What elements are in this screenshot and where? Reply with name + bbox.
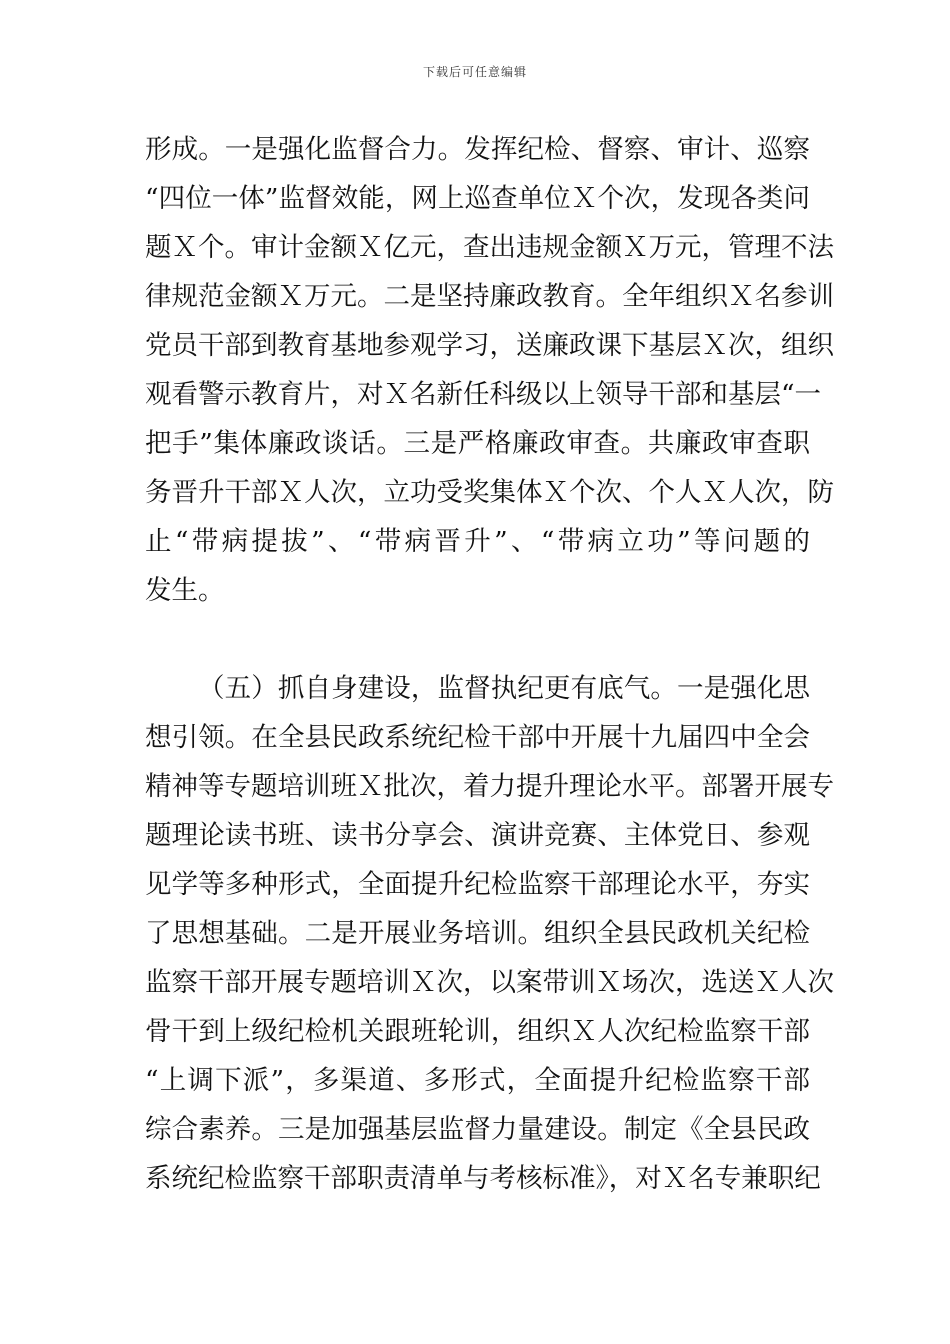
- paragraph1-line-4: 律规范金额Ｘ万元。二是坚持廉政教育。全年组织Ｘ名参训: [145, 281, 834, 312]
- paragraph1-line-1: 形成。一是强化监督合力。发挥纪检、督察、审计、巡察: [145, 134, 810, 165]
- paragraph2-line-7: 监察干部开展专题培训Ｘ次，以案带训Ｘ场次，选送Ｘ人次: [145, 967, 834, 998]
- paragraph2-line-5: 见学等多种形式，全面提升纪检监察干部理论水平，夯实: [145, 869, 810, 900]
- paragraph1-line-5: 党员干部到教育基地参观学习，送廉政课下基层Ｘ次，组织: [145, 330, 834, 361]
- paragraph2-line-1: （五）抓自身建设，监督执纪更有底气。一是强化思: [198, 673, 810, 704]
- paragraph2-line-4: 题理论读书班、读书分享会、演讲竞赛、主体党日、参观: [145, 820, 810, 851]
- paragraph2-line-8: 骨干到上级纪检机关跟班轮训，组织Ｘ人次纪检监察干部: [145, 1016, 810, 1047]
- paragraph2-line-9: “上调下派”，多渠道、多形式，全面提升纪检监察干部: [145, 1065, 810, 1096]
- paragraph1-line-8: 务晋升干部Ｘ人次，立功受奖集体Ｘ个次、个人Ｘ人次，防: [145, 477, 834, 508]
- paragraph1-line-2: “四位一体”监督效能，网上巡查单位Ｘ个次，发现各类问: [145, 183, 810, 214]
- paragraph1-line-6: 观看警示教育片，对Ｘ名新任科级以上领导干部和基层“一: [145, 379, 822, 410]
- paragraph2-line-11: 系统纪检监察干部职责清单与考核标准》，对Ｘ名专兼职纪: [145, 1163, 821, 1194]
- paragraph2-line-3: 精神等专题培训班Ｘ批次，着力提升理论水平。部署开展专: [145, 771, 834, 802]
- paragraph2-line-10: 综合素养。三是加强基层监督力量建设。制定《全县民政: [145, 1114, 810, 1145]
- paragraph1-line-9: 止“带病提拔”、“带病晋升”、“带病立功”等问题的: [145, 526, 810, 557]
- paragraph1-line-7: 把手”集体廉政谈话。三是严格廉政审查。共廉政审查职: [145, 428, 810, 459]
- paragraph2-line-2: 想引领。在全县民政系统纪检干部中开展十九届四中全会: [145, 722, 810, 753]
- paragraph1-line-3: 题Ｘ个。审计金额Ｘ亿元，查出违规金额Ｘ万元，管理不法: [145, 232, 834, 263]
- paragraph1-line-10: 发生。: [145, 575, 225, 606]
- page-header: 下载后可任意编辑: [422, 65, 527, 79]
- paragraph2-line-6: 了思想基础。二是开展业务培训。组织全县民政机关纪检: [145, 918, 810, 949]
